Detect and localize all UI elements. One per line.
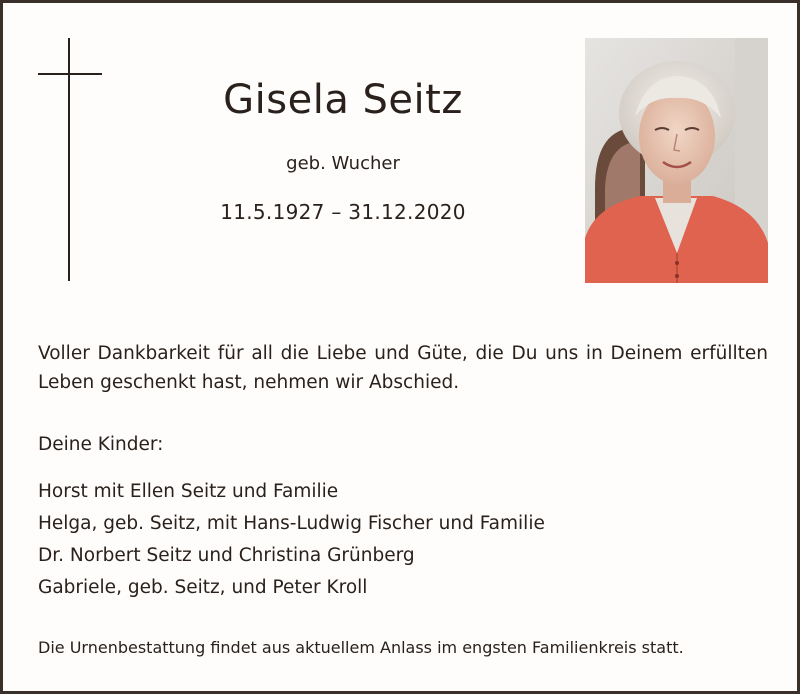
- intro-text: Voller Dankbarkeit für all die Liebe und Güte, die Du uns in Deinem erfüllten Leben geschenkt hast, nehmen wir Abschied.: [38, 343, 768, 393]
- children-label: Deine Kinder:: [38, 434, 164, 455]
- children-list: [38, 476, 768, 604]
- portrait-photo: [585, 38, 768, 283]
- cross-horizontal-bar: [38, 73, 102, 75]
- burial-note: Die Urnenbestattung findet aus aktuellem Anlass im engsten Familienkreis statt.: [38, 638, 684, 657]
- list-item: Horst mit Ellen Seitz und Familie: [38, 481, 339, 502]
- list-item: Gabriele, geb. Seitz, und Peter Kroll: [38, 577, 368, 598]
- deceased-name: Gisela Seitz: [223, 77, 463, 123]
- list-item: Helga, geb. Seitz, mit Hans-Ludwig Fischer und Familie: [38, 513, 545, 534]
- list-item: Dr. Norbert Seitz und Christina Grünberg: [38, 545, 415, 566]
- maiden-name: geb. Wucher: [286, 153, 400, 174]
- life-dates: 11.5.1927 – 31.12.2020: [220, 200, 466, 224]
